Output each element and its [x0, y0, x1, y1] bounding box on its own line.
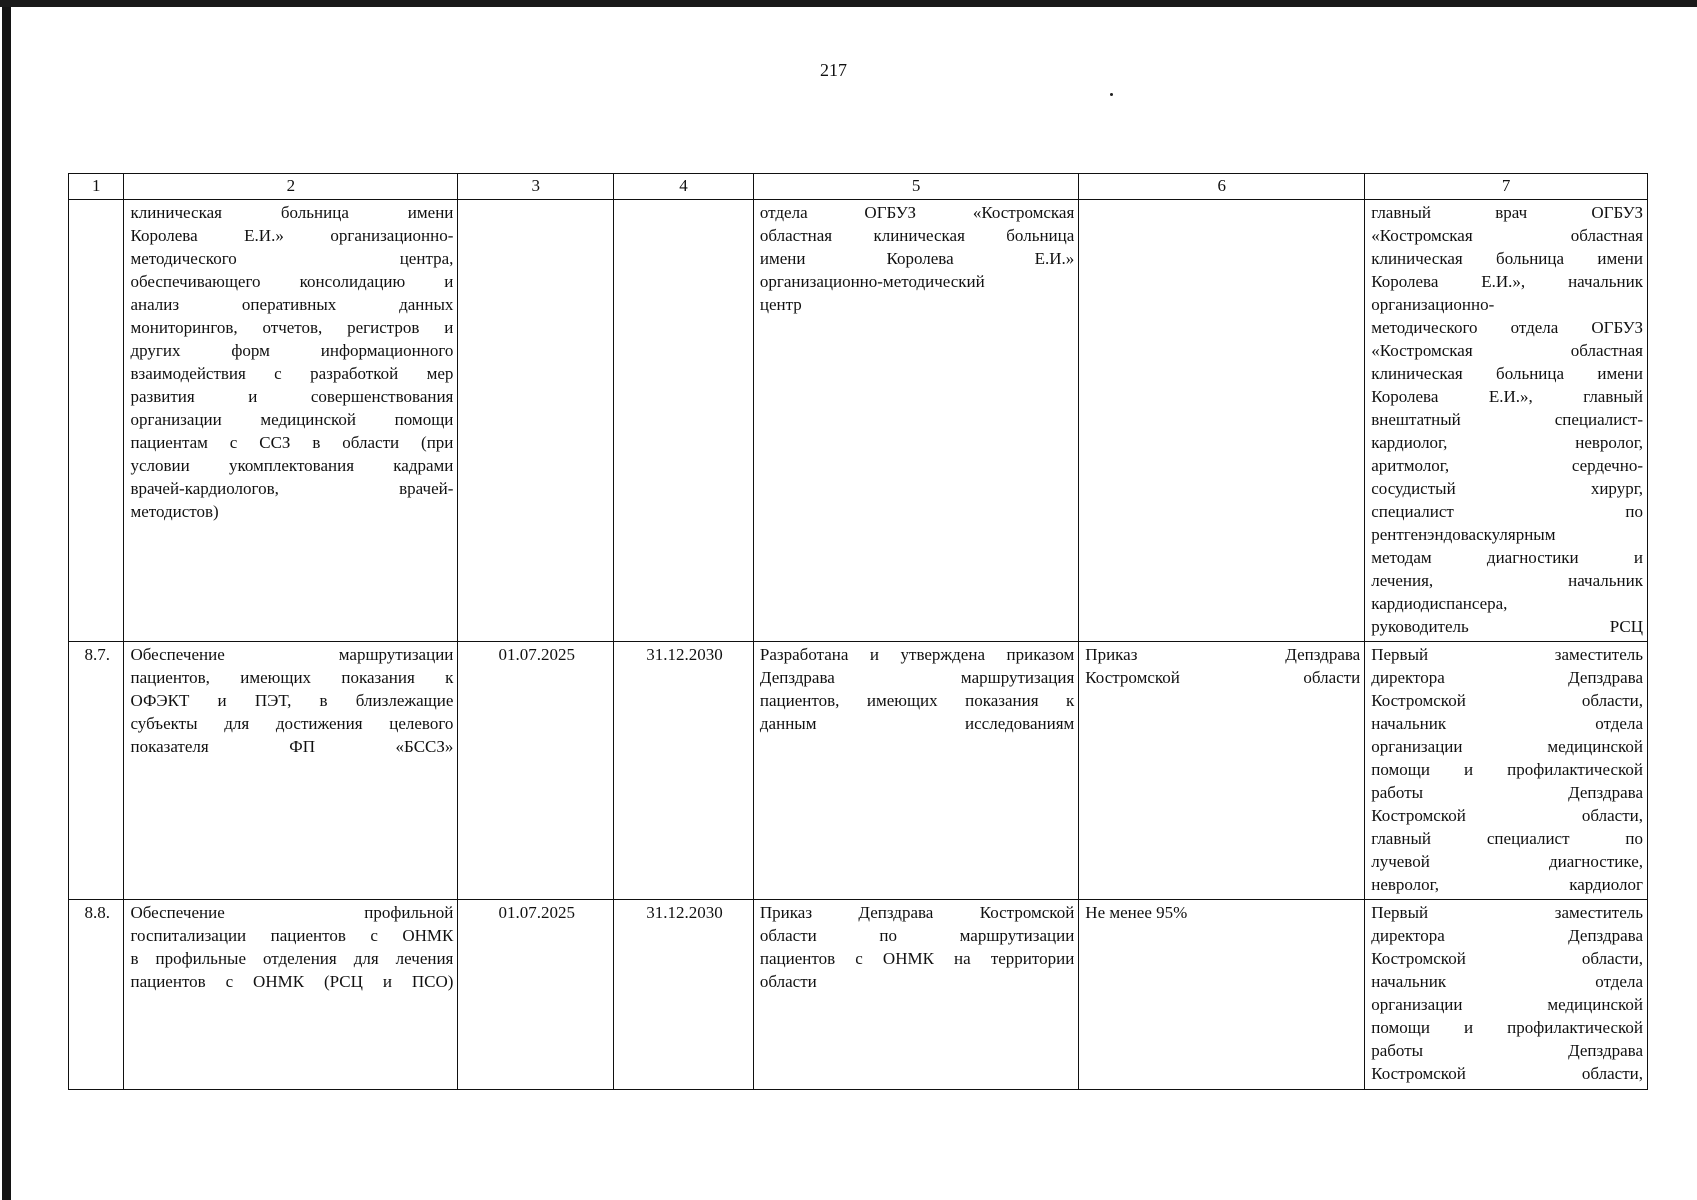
indicator-cell [1079, 200, 1365, 642]
cell-line: в профильные отделения для лечения [130, 949, 454, 968]
cell-line: начальник отдела [1371, 972, 1643, 991]
cell-line: области [759, 972, 817, 991]
cell-line: кардиодиспансера, [1371, 594, 1508, 613]
column-header: 2 [124, 174, 458, 200]
cell-line: условии укомплектования кадрами [130, 456, 454, 475]
cell-line: методического центра, [130, 249, 454, 268]
column-header: 1 [69, 174, 124, 200]
row-number [69, 200, 124, 642]
cell-line: Первый заместитель [1371, 645, 1643, 664]
result-cell [753, 200, 1078, 642]
responsible-cell [1365, 200, 1648, 642]
cell-line: «Костромская областная [1371, 226, 1643, 245]
cell-line: Королева Е.И.» организационно- [130, 226, 454, 245]
column-header: 7 [1365, 174, 1648, 200]
cell-line: Разработана и утверждена приказом [759, 645, 1075, 664]
start-date-cell [458, 200, 614, 642]
cell-line: Депздрава маршрутизация [759, 668, 1075, 687]
end-date-cell: 31.12.2030 [614, 900, 754, 1090]
cell-line: внештатный специалист- [1371, 410, 1643, 429]
cell-line: методического отдела ОГБУЗ [1371, 318, 1643, 337]
start-date-cell: 01.07.2025 [458, 642, 614, 900]
cell-line: главный врач ОГБУЗ [1371, 203, 1643, 222]
cell-line: пациентов с ОНМК на территории [759, 949, 1075, 968]
table-header-row [69, 174, 1648, 200]
cell-line: организации медицинской [1371, 995, 1643, 1014]
row-number: 8.7. [69, 642, 124, 900]
cell-line: Костромской области, [1371, 691, 1643, 710]
cell-line: центр [759, 295, 802, 314]
cell-line: клиническая больница имени [1371, 364, 1643, 383]
table-row [69, 900, 1648, 1090]
cell-line: кардиолог, невролог, [1371, 433, 1643, 452]
cell-line: работы Депздрава [1371, 783, 1643, 802]
cell-line: организации медицинской помощи [130, 410, 454, 429]
row-number: 8.8. [69, 900, 124, 1090]
responsible-cell [1365, 900, 1648, 1090]
cell-line: области по маршрутизации [759, 926, 1075, 945]
start-date-cell: 01.07.2025 [458, 900, 614, 1090]
cell-line: обеспечивающего консолидацию и [130, 272, 454, 291]
cell-line: рентгенэндоваскулярным [1371, 525, 1556, 544]
column-header: 5 [753, 174, 1078, 200]
cell-line: помощи и профилактической [1371, 1018, 1643, 1037]
cell-line: врачей-кардиологов, врачей- [130, 479, 454, 498]
cell-line: других форм информационного [130, 341, 454, 360]
cell-line: сосудистый хирург, [1371, 479, 1643, 498]
scan-border-left [2, 0, 11, 1200]
column-header: 4 [614, 174, 754, 200]
table-row [69, 200, 1648, 642]
cell-line: методистов) [130, 502, 219, 521]
responsible-cell [1365, 642, 1648, 900]
cell-line: взаимодействия с разработкой мер [130, 364, 454, 383]
cell-line: Королева Е.И.», главный [1371, 387, 1643, 406]
cell-line: руководитель РСЦ [1371, 617, 1643, 636]
cell-line: показателя ФП «БССЗ» [130, 737, 454, 756]
cell-line: развития и совершенствования [130, 387, 454, 406]
page-number: 217 [820, 60, 847, 80]
result-cell [753, 900, 1078, 1090]
cell-line: организационно-методический [759, 272, 985, 291]
cell-line: Не менее 95% [1085, 903, 1188, 922]
cell-line: Обеспечение профильной [130, 903, 454, 922]
cell-line: имени Королева Е.И.» [759, 249, 1075, 268]
indicator-cell [1079, 900, 1365, 1090]
cell-line: клиническая больница имени [130, 203, 454, 222]
table-row [69, 642, 1648, 900]
scan-border-top [0, 0, 1697, 7]
cell-line: директора Депздрава [1371, 926, 1643, 945]
end-date-cell: 31.12.2030 [614, 642, 754, 900]
cell-line: клиническая больница имени [1371, 249, 1643, 268]
cell-line: помощи и профилактической [1371, 760, 1643, 779]
cell-line: работы Депздрава [1371, 1041, 1643, 1060]
scan-speck [1110, 93, 1113, 96]
cell-line: методам диагностики и [1371, 548, 1643, 567]
event-cell [124, 642, 458, 900]
cell-line: директора Депздрава [1371, 668, 1643, 687]
result-cell [753, 642, 1078, 900]
cell-line: организационно- [1371, 295, 1495, 314]
cell-line: пациентов с ОНМК (РСЦ и ПСО) [130, 972, 454, 991]
cell-line: главный специалист по [1371, 829, 1643, 848]
cell-line: «Костромская областная [1371, 341, 1643, 360]
cell-line: Приказ Депздрава Костромской [759, 903, 1075, 922]
cell-line: Костромской области, [1371, 949, 1643, 968]
cell-line: Приказ Депздрава [1085, 645, 1361, 664]
column-header: 3 [458, 174, 614, 200]
cell-line: аритмолог, сердечно- [1371, 456, 1643, 475]
cell-line: пациентов, имеющих показания к [130, 668, 454, 687]
cell-line: лучевой диагностике, [1371, 852, 1643, 871]
cell-line: субъекты для достижения целевого [130, 714, 454, 733]
cell-line: невролог, кардиолог [1371, 875, 1643, 894]
plan-table [68, 173, 1648, 1090]
cell-line: отдела ОГБУЗ «Костромская [759, 203, 1075, 222]
cell-line: пациентам с ССЗ в области (при [130, 433, 454, 452]
cell-line: начальник отдела [1371, 714, 1643, 733]
cell-line: мониторингов, отчетов, регистров и [130, 318, 454, 337]
cell-line: Обеспечение маршрутизации [130, 645, 454, 664]
end-date-cell [614, 200, 754, 642]
cell-line: госпитализации пациентов с ОНМК [130, 926, 454, 945]
event-cell [124, 900, 458, 1090]
cell-line: Королева Е.И.», начальник [1371, 272, 1643, 291]
cell-line: специалист по [1371, 502, 1643, 521]
column-header: 6 [1079, 174, 1365, 200]
cell-line: Костромской области, [1371, 1064, 1643, 1083]
cell-line: данным исследованиям [759, 714, 1075, 733]
cell-line: Первый заместитель [1371, 903, 1643, 922]
cell-line: Костромской области, [1371, 806, 1643, 825]
indicator-cell [1079, 642, 1365, 900]
cell-line: организации медицинской [1371, 737, 1643, 756]
cell-line: областная клиническая больница [759, 226, 1075, 245]
cell-line: ОФЭКТ и ПЭТ, в близлежащие [130, 691, 454, 710]
event-cell [124, 200, 458, 642]
cell-line: пациентов, имеющих показания к [759, 691, 1075, 710]
cell-line: Костромской области [1085, 668, 1361, 687]
cell-line: анализ оперативных данных [130, 295, 454, 314]
cell-line: лечения, начальник [1371, 571, 1643, 590]
